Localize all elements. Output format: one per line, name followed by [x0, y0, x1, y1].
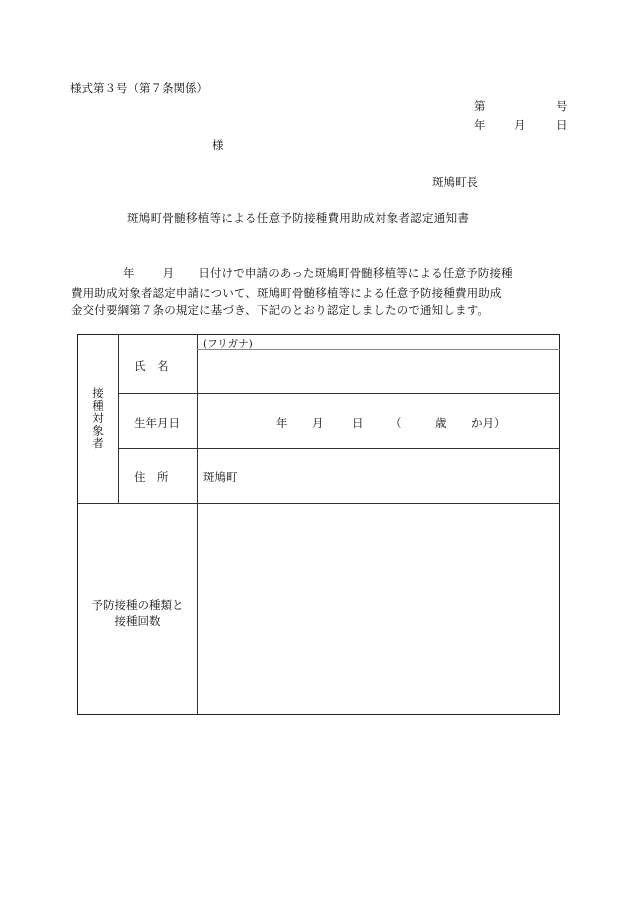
birth-year-unit: 年	[276, 416, 288, 430]
body-line-2: 費用助成対象者認定申請について、斑鳩町骨髄移植等による任意予防接種費用助成	[71, 286, 502, 300]
address-label: 住 所	[134, 470, 169, 484]
age-months-unit: か月）	[471, 416, 506, 430]
form-number: 様式第３号（第７条関係）	[70, 81, 208, 95]
date-month: 月	[514, 118, 526, 132]
vaccine-type-label-line-2: 接種回数	[114, 614, 161, 628]
addressee-honorific: 様	[212, 138, 224, 152]
furigana-label: (フリガナ)	[203, 338, 253, 350]
document-number-suffix: 号	[556, 99, 568, 113]
vaccine-type-field[interactable]	[203, 509, 553, 709]
body-line-1-text: 日付けで申請のあった斑鳩町骨髄移植等による任意予防接種	[198, 266, 513, 280]
name-field[interactable]	[210, 355, 555, 389]
body-month: 月	[162, 266, 175, 280]
address-value: 斑鳩町	[203, 470, 238, 484]
birthdate-label: 生年月日	[134, 416, 180, 430]
date-day: 日	[556, 118, 568, 132]
sender-name: 斑鳩町長	[432, 175, 478, 189]
applicant-table	[77, 334, 560, 715]
document-number-prefix: 第	[474, 99, 486, 113]
age-years-unit: 歳	[435, 416, 447, 430]
body-line-3: 金交付要綱第７条の規定に基づき、下記のとおり認定しましたので通知します。	[71, 303, 490, 317]
document-title: 斑鳩町骨髄移植等による任意予防接種費用助成対象者認定通知書	[127, 211, 470, 225]
body-year: 年	[123, 266, 135, 280]
birth-month-unit: 月	[312, 416, 324, 430]
body-line-1	[71, 265, 513, 281]
vaccine-type-label-line-1: 予防接種の種類と	[91, 598, 184, 612]
birth-day-unit: 日	[352, 416, 364, 430]
age-open-paren: （	[390, 416, 402, 430]
date-year: 年	[474, 118, 486, 132]
name-label: 氏 名	[134, 359, 169, 373]
subject-group-label: 接種対象者	[91, 387, 105, 450]
